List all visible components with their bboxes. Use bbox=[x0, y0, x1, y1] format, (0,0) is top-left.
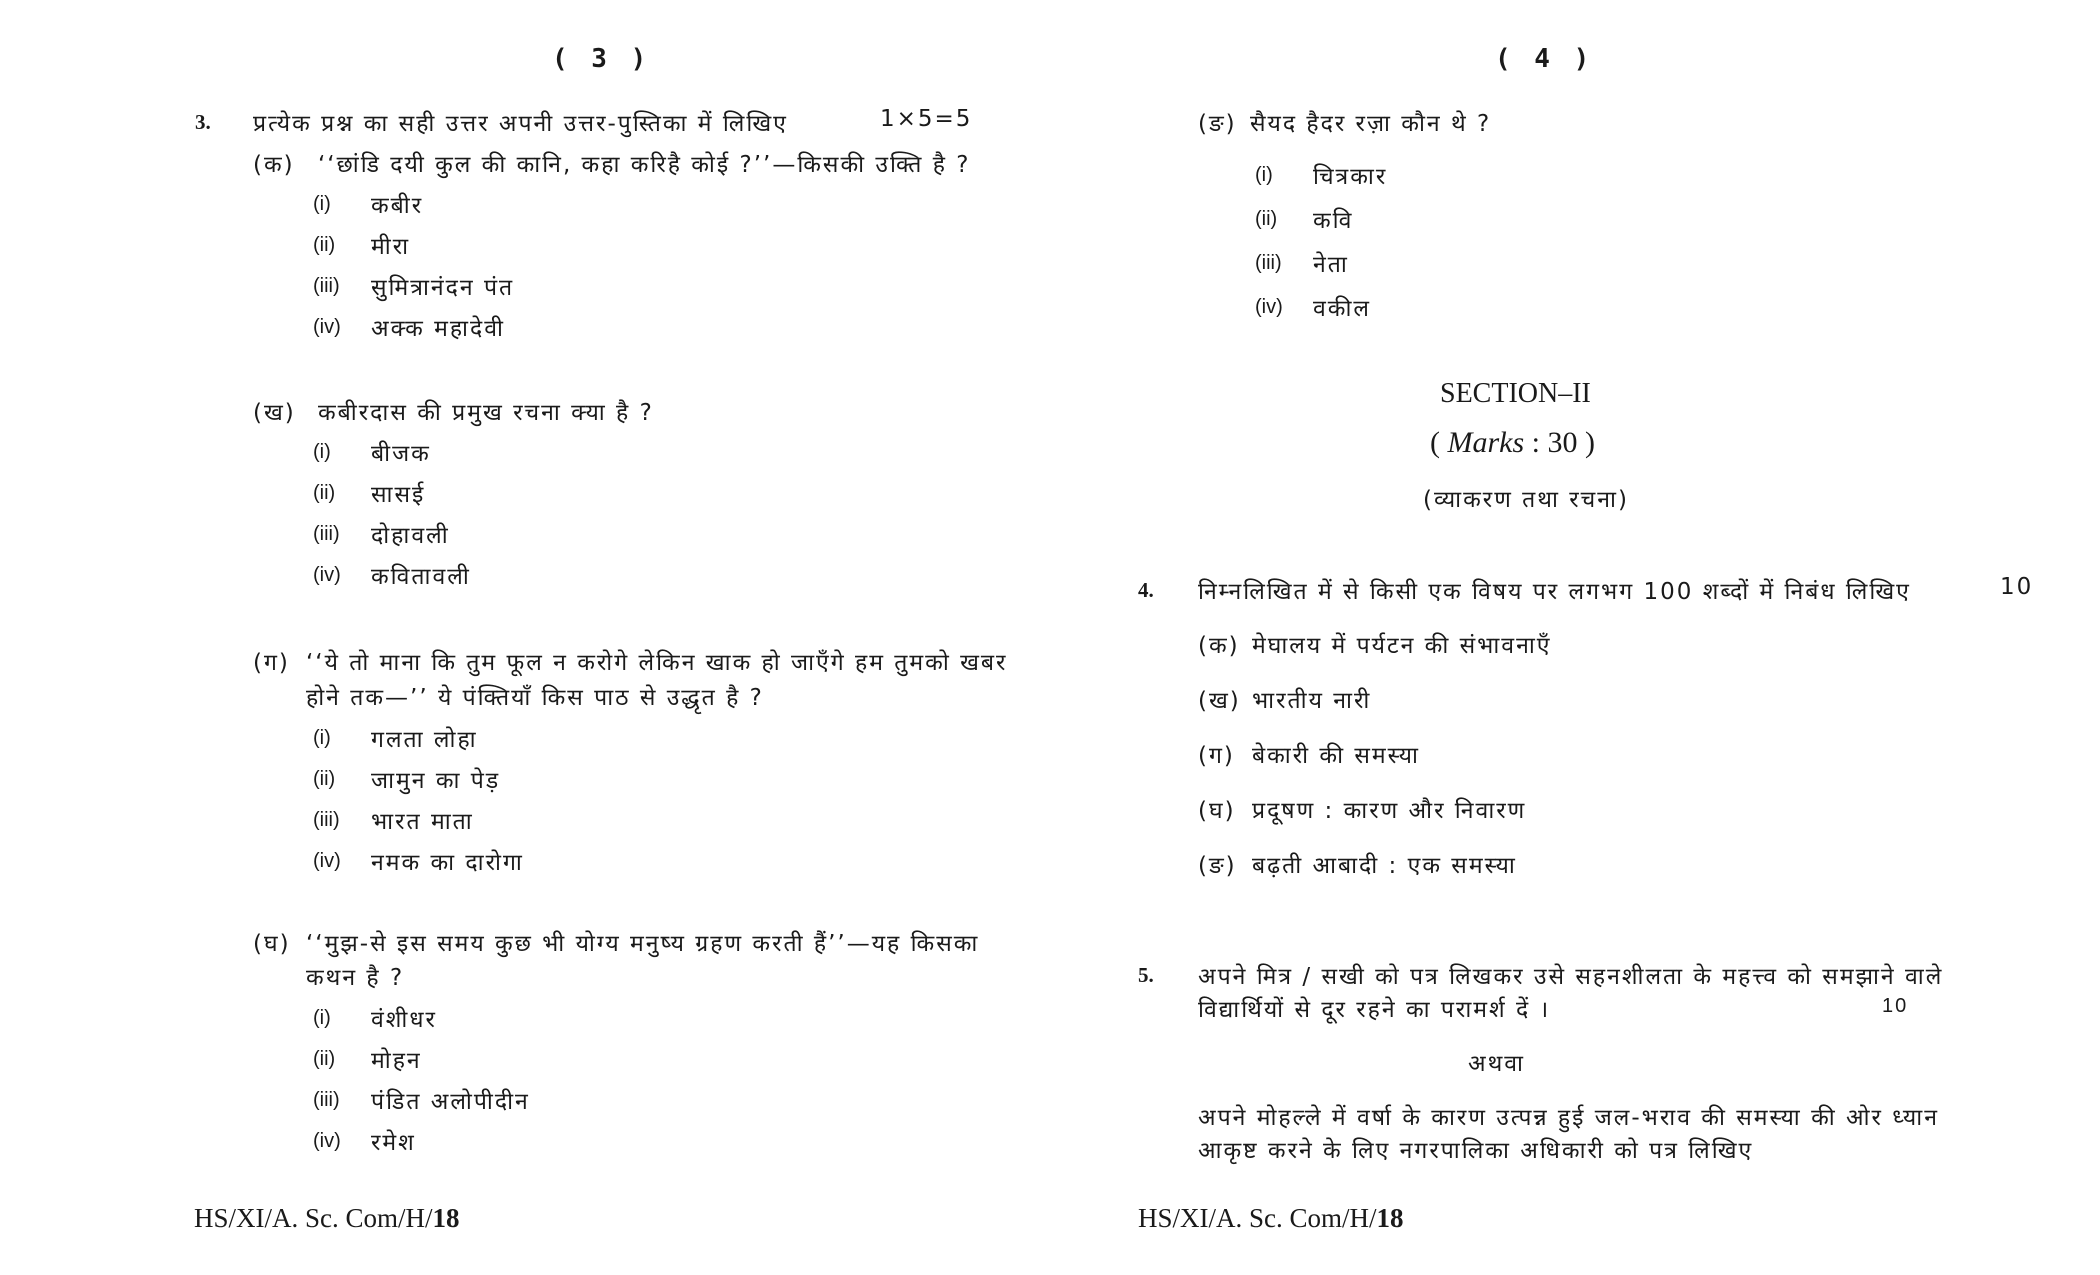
option-number: (iii) bbox=[313, 809, 340, 831]
question-5-line2: विद्यार्थियों से दूर रहने का परामर्श दें । bbox=[1198, 997, 1551, 1023]
option-text: जामुन का पेड़ bbox=[371, 768, 501, 794]
footer-code-left: HS/XI/A. Sc. Com/H/18 bbox=[194, 1203, 460, 1233]
option-number: (iii) bbox=[313, 1089, 340, 1111]
option-number: (iii) bbox=[1255, 252, 1282, 274]
topic-label: (ग) bbox=[1198, 743, 1235, 769]
option-text: मोहन bbox=[371, 1048, 422, 1074]
topic-text: बढ़ती आबादी : एक समस्या bbox=[1252, 853, 1517, 879]
option-text: पंडित अलोपीदीन bbox=[371, 1089, 530, 1115]
q3-ka-stem: ‘‘छांडि दयी कुल की कानि, कहा करिहै कोई ?’’—किसकी उक्ति है ? bbox=[318, 152, 971, 178]
option-number: (iv) bbox=[313, 564, 341, 586]
option-number: (iv) bbox=[1255, 296, 1283, 318]
option-text: कबीर bbox=[371, 193, 424, 219]
option-number: (i) bbox=[313, 441, 331, 463]
option-number: (iii) bbox=[313, 275, 340, 297]
topic-text: प्रदूषण : कारण और निवारण bbox=[1252, 798, 1527, 824]
question-5-marks: 10 bbox=[1882, 995, 1909, 1017]
footer-code-right: HS/XI/A. Sc. Com/H/18 bbox=[1138, 1203, 1404, 1233]
or-text: अथवा bbox=[1468, 1051, 1526, 1077]
question-3-instruction: प्रत्येक प्रश्न का सही उत्तर अपनी उत्तर-पुस्तिका में लिखिए bbox=[253, 111, 788, 137]
option-text: बीजक bbox=[371, 441, 431, 467]
question-5-number: 5. bbox=[1138, 963, 1154, 987]
section-subtitle: (व्याकरण तथा रचना) bbox=[1423, 487, 1629, 513]
option-text: वंशीधर bbox=[371, 1007, 437, 1033]
option-text: नमक का दारोगा bbox=[371, 850, 524, 876]
option-text: भारत माता bbox=[371, 809, 474, 835]
question-3-number: 3. bbox=[195, 110, 211, 134]
q3-gha-stem-line1: ‘‘मुझ-से इस समय कुछ भी योग्य मनुष्य ग्रहण करती हैं’’—यह किसका bbox=[306, 931, 980, 957]
topic-label: (घ) bbox=[1198, 798, 1236, 824]
option-text: सुमित्रानंदन पंत bbox=[371, 275, 515, 301]
topic-text: मेघालय में पर्यटन की संभावनाएँ bbox=[1252, 633, 1552, 659]
section-marks: ( Marks : 30 ) bbox=[1430, 426, 1595, 459]
option-number: (ii) bbox=[313, 768, 336, 790]
q3-nga-stem: सैयद हैदर रज़ा कौन थे ? bbox=[1250, 111, 1492, 137]
option-number: (i) bbox=[313, 1007, 331, 1029]
option-text: चित्रकार bbox=[1313, 164, 1388, 190]
q3-kha-stem: कबीरदास की प्रमुख रचना क्या है ? bbox=[318, 400, 654, 426]
question-5-alt-line2: आकृष्ट करने के लिए नगरपालिका अधिकारी को पत्र लिखिए bbox=[1198, 1138, 1754, 1164]
option-number: (ii) bbox=[1255, 208, 1278, 230]
option-text: कवितावली bbox=[371, 564, 471, 590]
option-number: (ii) bbox=[313, 1048, 336, 1070]
question-5-alt-line1: अपने मोहल्ले में वर्षा के कारण उत्पन्न हुई जल-भराव की समस्या की ओर ध्यान bbox=[1198, 1105, 1939, 1131]
option-text: दोहावली bbox=[371, 523, 450, 549]
q3-gha-stem-line2: कथन है ? bbox=[306, 965, 405, 991]
q3-gha-label: (घ) bbox=[253, 931, 291, 957]
option-number: (iv) bbox=[313, 316, 341, 338]
option-number: (ii) bbox=[313, 482, 336, 504]
question-4-number: 4. bbox=[1138, 578, 1154, 602]
q3-nga-label: (ङ) bbox=[1198, 111, 1237, 137]
option-number: (ii) bbox=[313, 234, 336, 256]
option-number: (i) bbox=[313, 727, 331, 749]
option-text: रमेश bbox=[371, 1130, 416, 1156]
option-text: गलता लोहा bbox=[371, 727, 478, 753]
option-text: सासई bbox=[371, 482, 426, 508]
option-text: नेता bbox=[1313, 252, 1349, 278]
option-number: (iii) bbox=[313, 523, 340, 545]
topic-label: (क) bbox=[1198, 633, 1240, 659]
q3-ka-label: (क) bbox=[253, 152, 295, 178]
page-number-right: ( 4 ) bbox=[1495, 44, 1594, 74]
topic-label: (ङ) bbox=[1198, 853, 1237, 879]
topic-label: (ख) bbox=[1198, 688, 1241, 714]
option-text: अक्क महादेवी bbox=[371, 316, 505, 342]
section-title: SECTION–II bbox=[1440, 378, 1591, 409]
option-number: (iv) bbox=[313, 850, 341, 872]
topic-text: भारतीय नारी bbox=[1252, 688, 1372, 714]
topic-text: बेकारी की समस्या bbox=[1252, 743, 1420, 769]
q3-ga-label: (ग) bbox=[253, 650, 290, 676]
question-4-marks: 10 bbox=[2000, 574, 2034, 600]
option-number: (i) bbox=[1255, 164, 1273, 186]
option-number: (iv) bbox=[313, 1130, 341, 1152]
option-text: वकील bbox=[1313, 296, 1372, 322]
question-5-line1: अपने मित्र / सखी को पत्र लिखकर उसे सहनशीलता के महत्त्व को समझाने वाले bbox=[1198, 964, 1944, 990]
q3-ga-stem-line2: होने तक—’’ ये पंक्तियाँ किस पाठ से उद्धृत है ? bbox=[306, 685, 764, 711]
q3-kha-label: (ख) bbox=[253, 400, 296, 426]
question-4-instruction: निम्नलिखित में से किसी एक विषय पर लगभग 100 शब्दों में निबंध लिखिए bbox=[1198, 579, 1911, 605]
page-number-left: ( 3 ) bbox=[552, 44, 651, 74]
option-text: मीरा bbox=[371, 234, 411, 260]
option-text: कवि bbox=[1313, 208, 1354, 234]
q3-ga-stem-line1: ‘‘ये तो माना कि तुम फूल न करोगे लेकिन खाक हो जाएँगे हम तुमको खबर bbox=[306, 650, 1008, 676]
option-number: (i) bbox=[313, 193, 331, 215]
question-3-marks: 1×5=5 bbox=[880, 106, 973, 132]
